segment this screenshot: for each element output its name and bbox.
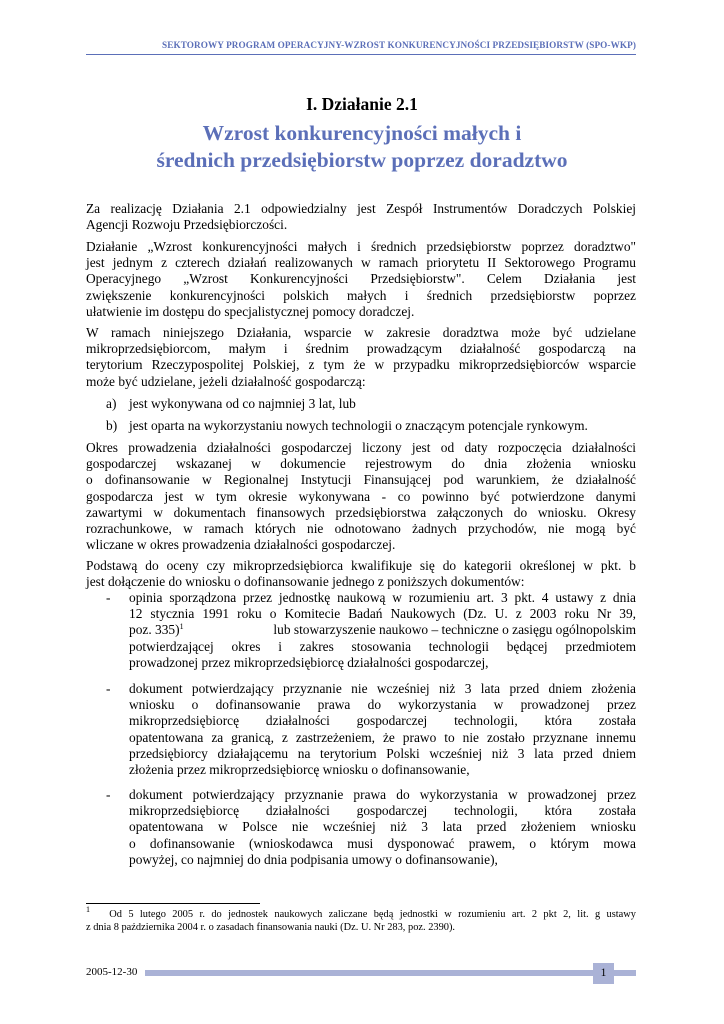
paragraph-activity-period: Okres prowadzenia działalności gospodarczej liczony jest od daty rozpoczęcia działalności gospodarczej wskazanej w dokumencie rejestrowym do dnia złożenia wniosku o dofinansowanie w Regionalnej Instytucji Finansującej pod warunkiem, że działalność gospodarcza jest w tym okresie wykonywana - co powinno być potwierdzone danymi zawartymi w dokumentach finansowych przedsiębiorstwa załączonych do wniosku. Okresy rozrachunkowe, w ramach których nie odnotowano żadnych przychodów, nie mogą być wliczane w okres prowadzenia działalności gospodarczej. — [86, 440, 636, 553]
list-item-text: jest wykonywana od co najmniej 3 lat, lub — [129, 396, 356, 411]
page-number: 1 — [593, 963, 614, 984]
section-title-line-1: Wzrost konkurencyjności małych i — [202, 121, 522, 145]
header-rule — [86, 54, 636, 55]
section-number: I. Działanie 2.1 — [306, 94, 418, 114]
footnote-reference[interactable]: 1 — [179, 622, 184, 632]
footnote-separator — [86, 903, 260, 904]
paragraph-eligibility: W ramach niniejszego Działania, wsparcie w zakresie doradztwa może być udzielane mikroprzedsiębiorcom, małym i średnim prowadzącym działalność gospodarczą na terytorium Rzeczypospolitej Polskiej, z tym że w przypadku mikroprzedsiębiorców wsparcie może być udzielane, jeżeli działalność gospodarczą: — [86, 325, 636, 389]
list-marker: b) — [106, 418, 118, 433]
list-marker: - — [106, 590, 111, 605]
paragraph-assessment-basis: Podstawą do oceny czy mikroprzedsiębiorca kwalifikuje się do kategorii określonej w pkt. b jest dołączenie do wniosku o dofinansowanie jednego z poniższych dokumentów: — [86, 558, 636, 590]
footer-bar-end — [614, 970, 636, 976]
section-title-line-2: średnich przedsiębiorstw poprzez doradztwo — [156, 148, 568, 172]
running-header: SEKTOROWY PROGRAM OPERACYJNY-WZROST KONKURENCYJNOŚCI PRZEDSIĘBIORSTW (SPO-WKP) — [162, 40, 636, 50]
list-item-text: jest oparta na wykorzystaniu nowych technologii o znaczącym potencjale rynkowym. — [129, 418, 588, 433]
footer-date: 2005-12-30 — [86, 966, 138, 978]
footnote-number: 1 — [86, 905, 90, 914]
section-title — [0, 120, 724, 174]
footnote: $^1$ Od 5 lutego 2005 r. do jednostek naukowych zaliczane będą jednostki w rozumieniu art. 2 pkt 2, lit. g ustawy z dnia 8 października 2004 r. o zasadach finansowania nauki (Dz. U. Nr 283, poz. 2390). — [86, 905, 636, 933]
list-marker: - — [106, 787, 111, 802]
footer-bar — [145, 970, 595, 976]
list-item-text: dokument potwierdzający przyznanie prawa do wykorzystania w prowadzonej przez mikroprzedsiębiorcę działalności gospodarczej technologii, która została opatentowana w Polsce nie wcześniej niż 3 lata przed złożeniem wniosku o dofinansowanie (wnioskodawca musi dysponować prawem, o którym mowa powyżej, co najmniej do dnia podpisania umowy o dofinansowanie), — [129, 787, 636, 867]
list-item-text: opinia sporządzona przez jednostkę naukową w rozumieniu art. 3 pkt. 4 ustawy z dnia 12 stycznia 1991 roku o Komitecie Badań Naukowych (Dz. U. z 2003 roku Nr 39, poz. 335)$^1$ lub stowarzyszenie naukowo – techniczne o zasięgu ogólnopolskim potwierdzającej okres i zakres stosowania technologii będącej przedmiotem prowadzonej przez mikroprzedsiębiorcę działalności gospodarczej, — [129, 590, 636, 670]
list-marker: - — [106, 681, 111, 696]
paragraph-action-description: Działanie „Wzrost konkurencyjności małych i średnich przedsiębiorstw poprzez doradztwo" jest jednym z czterech działań realizowanych w ramach priorytetu II Sektorowego Programu Operacyjnego „Wzrost Konkurencyjności Przedsiębiorstw". Celem Działania jest zwiększenie konkurencyjności polskich małych i średnich przedsiębiorstw poprzez ułatwienie im dostępu do specjalistycznej pomocy doradczej. — [86, 239, 636, 319]
list-item-text: dokument potwierdzający przyznanie nie wcześniej niż 3 lata przed dniem złożenia wniosku o dofinansowanie prawa do wykorzystania w prowadzonej przez mikroprzedsiębiorcę działalności gospodarczej technologii, która została opatentowana za granicą, z zastrzeżeniem, że prawo to nie zostało przyznane innemu przedsiębiorcy działającemu na terytorium Polski wcześniej niż 3 lata przed dniem złożenia przez mikroprzedsiębiorcę wniosku o dofinansowanie, — [129, 681, 636, 778]
paragraph-responsible-unit: Za realizację Działania 2.1 odpowiedzialny jest Zespół Instrumentów Doradczych Polskiej Agencji Rozwoju Przedsiębiorczości. — [86, 201, 636, 233]
list-marker: a) — [106, 396, 117, 411]
